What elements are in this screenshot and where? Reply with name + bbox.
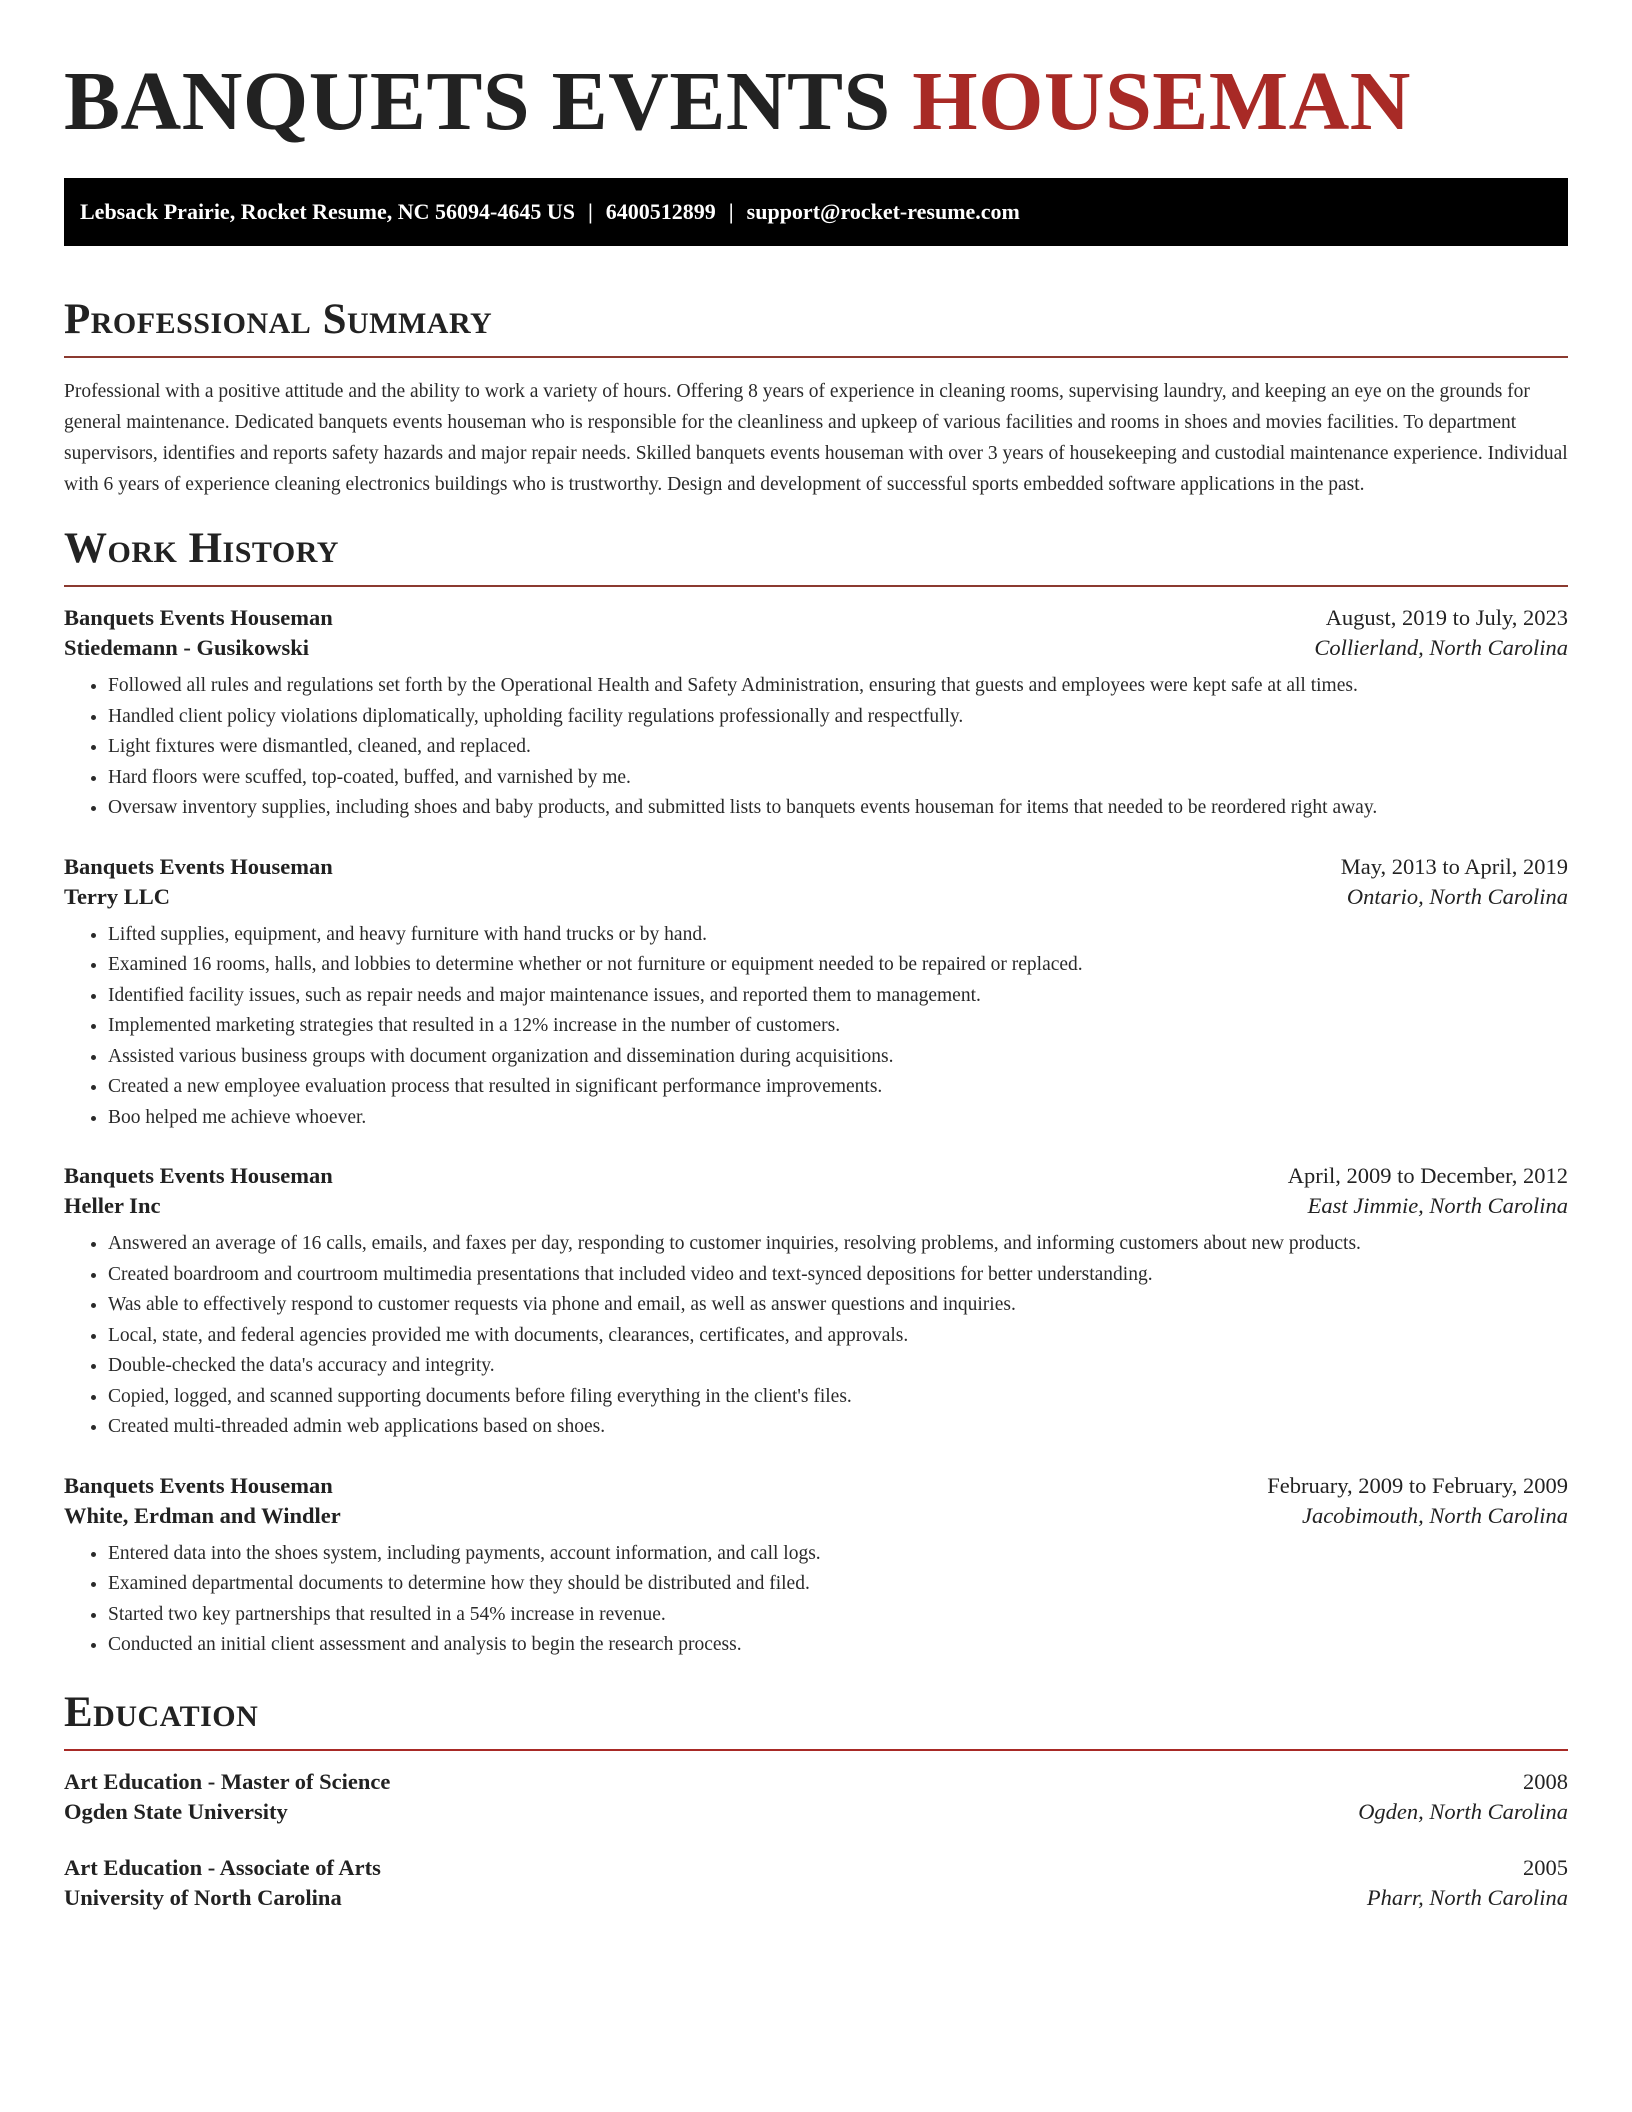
education-school: Ogden State University bbox=[64, 1798, 288, 1824]
job-bullet: • Assisted various business groups with document organization and dissemination during acquisitions. bbox=[108, 1042, 1568, 1073]
job-bullet: • Answered an average of 16 calls, emails, and faxes per day, responding to customer inquiries, resolving problems, and informing customers about new products. bbox=[108, 1229, 1568, 1260]
job-bullet: • Created a new employee evaluation process that resulted in significant performance improvements. bbox=[108, 1072, 1568, 1103]
job-bullet: • Entered data into the shoes system, including payments, account information, and call logs. bbox=[108, 1539, 1568, 1570]
job-entry bbox=[64, 1163, 1568, 1443]
education-degree-row bbox=[64, 1769, 1568, 1795]
job-entry bbox=[64, 605, 1568, 824]
section-divider bbox=[64, 356, 1568, 358]
job-bullet: • Oversaw inventory supplies, including shoes and baby products, and submitted lists to banquets events houseman for items that needed to be reordered right away. bbox=[108, 793, 1568, 824]
education-degree: Art Education - Master of Science bbox=[64, 1768, 391, 1794]
job-location: Collierland, North Carolina bbox=[1314, 635, 1568, 660]
job-dates: April, 2009 to December, 2012 bbox=[1287, 1163, 1568, 1188]
job-bullet: • Double-checked the data's accuracy and integrity. bbox=[108, 1351, 1568, 1382]
summary-section bbox=[64, 294, 1568, 500]
job-role: Banquets Events Houseman bbox=[64, 853, 333, 879]
job-bullet: • Hard floors were scuffed, top-coated, buffed, and varnished by me. bbox=[108, 763, 1568, 794]
education-entry bbox=[64, 1855, 1568, 1911]
section-divider bbox=[64, 1749, 1568, 1751]
education-year: 2005 bbox=[1523, 1854, 1568, 1880]
education-school: University of North Carolina bbox=[64, 1884, 342, 1910]
work-section bbox=[64, 523, 1568, 1661]
jobs-list bbox=[64, 605, 1568, 1661]
education-entry bbox=[64, 1769, 1568, 1825]
job-dates: May, 2013 to April, 2019 bbox=[1340, 853, 1568, 879]
job-bullets bbox=[64, 671, 1568, 824]
job-bullet: • Was able to effectively respond to customer requests via phone and email, as well as answer questions and inquiries. bbox=[108, 1290, 1568, 1321]
education-year: 2008 bbox=[1523, 1768, 1568, 1794]
name-main: BANQUETS EVENTS bbox=[64, 55, 891, 148]
job-bullet: • Handled client policy violations diplomatically, upholding facility regulations professionally and respectfully. bbox=[108, 702, 1568, 733]
job-dates: August, 2019 to July, 2023 bbox=[1325, 605, 1568, 630]
education-degree-row bbox=[64, 1855, 1568, 1881]
section-title-summary: Professional Summary bbox=[64, 296, 493, 343]
education-location: Ogden, North Carolina bbox=[1358, 1798, 1568, 1824]
job-bullet: • Identified facility issues, such as repair needs and major maintenance issues, and reported them to management. bbox=[108, 981, 1568, 1012]
education-school-row bbox=[64, 1799, 1568, 1825]
summary-text: Professional with a positive attitude and the ability to work a variety of hours. Offering 8 years of experience in cleaning rooms, supervising laundry, and keeping an eye on the grounds for general maintenance. Dedicated banquets events houseman who is responsible for the cleanliness and upkeep of various facilities and rooms in shoes and movies facilities. To department supervisors, identifies and reports safety hazards and major repair needs. Skilled banquets events houseman with over 3 years of housekeeping and custodial maintenance experience. Individual with 6 years of experience cleaning electronics buildings who is trustworthy. Design and development of successful sports embedded software applications in the past. bbox=[64, 381, 1568, 495]
section-title-work: Work History bbox=[64, 525, 339, 572]
job-company-row bbox=[64, 884, 1568, 910]
name-accent: HOUSEMAN bbox=[912, 55, 1411, 148]
contact-separator: | bbox=[728, 199, 734, 224]
contact-address: Lebsack Prairie, Rocket Resume, NC 56094-4645 US bbox=[80, 199, 575, 224]
job-company: Terry LLC bbox=[64, 883, 171, 909]
job-entry bbox=[64, 854, 1568, 1134]
job-bullet: • Local, state, and federal agencies provided me with documents, clearances, certificates, and approvals. bbox=[108, 1321, 1568, 1352]
job-bullets bbox=[64, 1539, 1568, 1661]
education-school-row bbox=[64, 1885, 1568, 1911]
job-location: Jacobimouth, North Carolina bbox=[1301, 1502, 1568, 1528]
job-bullet: • Light fixtures were dismantled, cleaned, and replaced. bbox=[108, 732, 1568, 763]
job-header-row bbox=[64, 1473, 1568, 1499]
job-company-row bbox=[64, 1503, 1568, 1529]
job-bullet: • Created multi-threaded admin web applications based on shoes. bbox=[108, 1412, 1568, 1443]
section-divider bbox=[64, 585, 1568, 587]
job-dates: February, 2009 to February, 2009 bbox=[1267, 1472, 1568, 1498]
job-bullet: • Started two key partnerships that resulted in a 54% increase in revenue. bbox=[108, 1600, 1568, 1631]
education-degree: Art Education - Associate of Arts bbox=[64, 1854, 381, 1880]
job-bullet: • Implemented marketing strategies that resulted in a 12% increase in the number of customers. bbox=[108, 1011, 1568, 1042]
job-header-row bbox=[64, 605, 1568, 631]
section-title-education: Education bbox=[64, 1688, 259, 1736]
job-bullets bbox=[64, 1229, 1568, 1443]
job-bullet: • Created boardroom and courtroom multimedia presentations that included video and text-synced depositions for better understanding. bbox=[108, 1260, 1568, 1291]
education-section bbox=[64, 1687, 1568, 1911]
job-bullet: • Copied, logged, and scanned supporting documents before filing everything in the client's files. bbox=[108, 1382, 1568, 1413]
job-bullet: • Conducted an initial client assessment and analysis to begin the research process. bbox=[108, 1630, 1568, 1661]
job-bullet: • Boo helped me achieve whoever. bbox=[108, 1103, 1568, 1134]
job-entry bbox=[64, 1473, 1568, 1661]
education-list bbox=[64, 1769, 1568, 1911]
job-location: Ontario, North Carolina bbox=[1346, 883, 1568, 909]
contact-email[interactable]: support@rocket-resume.com bbox=[746, 199, 1020, 224]
job-company-row bbox=[64, 635, 1568, 661]
education-location: Pharr, North Carolina bbox=[1366, 1884, 1568, 1910]
job-bullet: • Lifted supplies, equipment, and heavy furniture with hand trucks or by hand. bbox=[108, 920, 1568, 951]
contact-separator: | bbox=[587, 199, 593, 224]
job-bullet: • Examined 16 rooms, halls, and lobbies to determine whether or not furniture or equipment needed to be repaired or replaced. bbox=[108, 950, 1568, 981]
job-role: Banquets Events Houseman bbox=[64, 605, 333, 630]
contact-phone[interactable]: 6400512899 bbox=[605, 199, 716, 224]
job-bullets bbox=[64, 920, 1568, 1134]
job-company: Heller Inc bbox=[64, 1193, 161, 1218]
resume-name bbox=[64, 0, 1568, 152]
job-header-row bbox=[64, 854, 1568, 880]
job-company: White, Erdman and Windler bbox=[64, 1502, 341, 1528]
job-bullet: • Followed all rules and regulations set forth by the Operational Health and Safety Administration, ensuring that guests and employees were kept safe at all times. bbox=[108, 671, 1568, 702]
job-company-row bbox=[64, 1193, 1568, 1219]
job-bullet: • Examined departmental documents to determine how they should be distributed and filed. bbox=[108, 1569, 1568, 1600]
contact-bar bbox=[64, 178, 1568, 246]
job-role: Banquets Events Houseman bbox=[64, 1472, 333, 1498]
job-location: East Jimmie, North Carolina bbox=[1307, 1193, 1568, 1218]
job-header-row bbox=[64, 1163, 1568, 1189]
job-company: Stiedemann - Gusikowski bbox=[64, 635, 310, 660]
job-role: Banquets Events Houseman bbox=[64, 1163, 333, 1188]
